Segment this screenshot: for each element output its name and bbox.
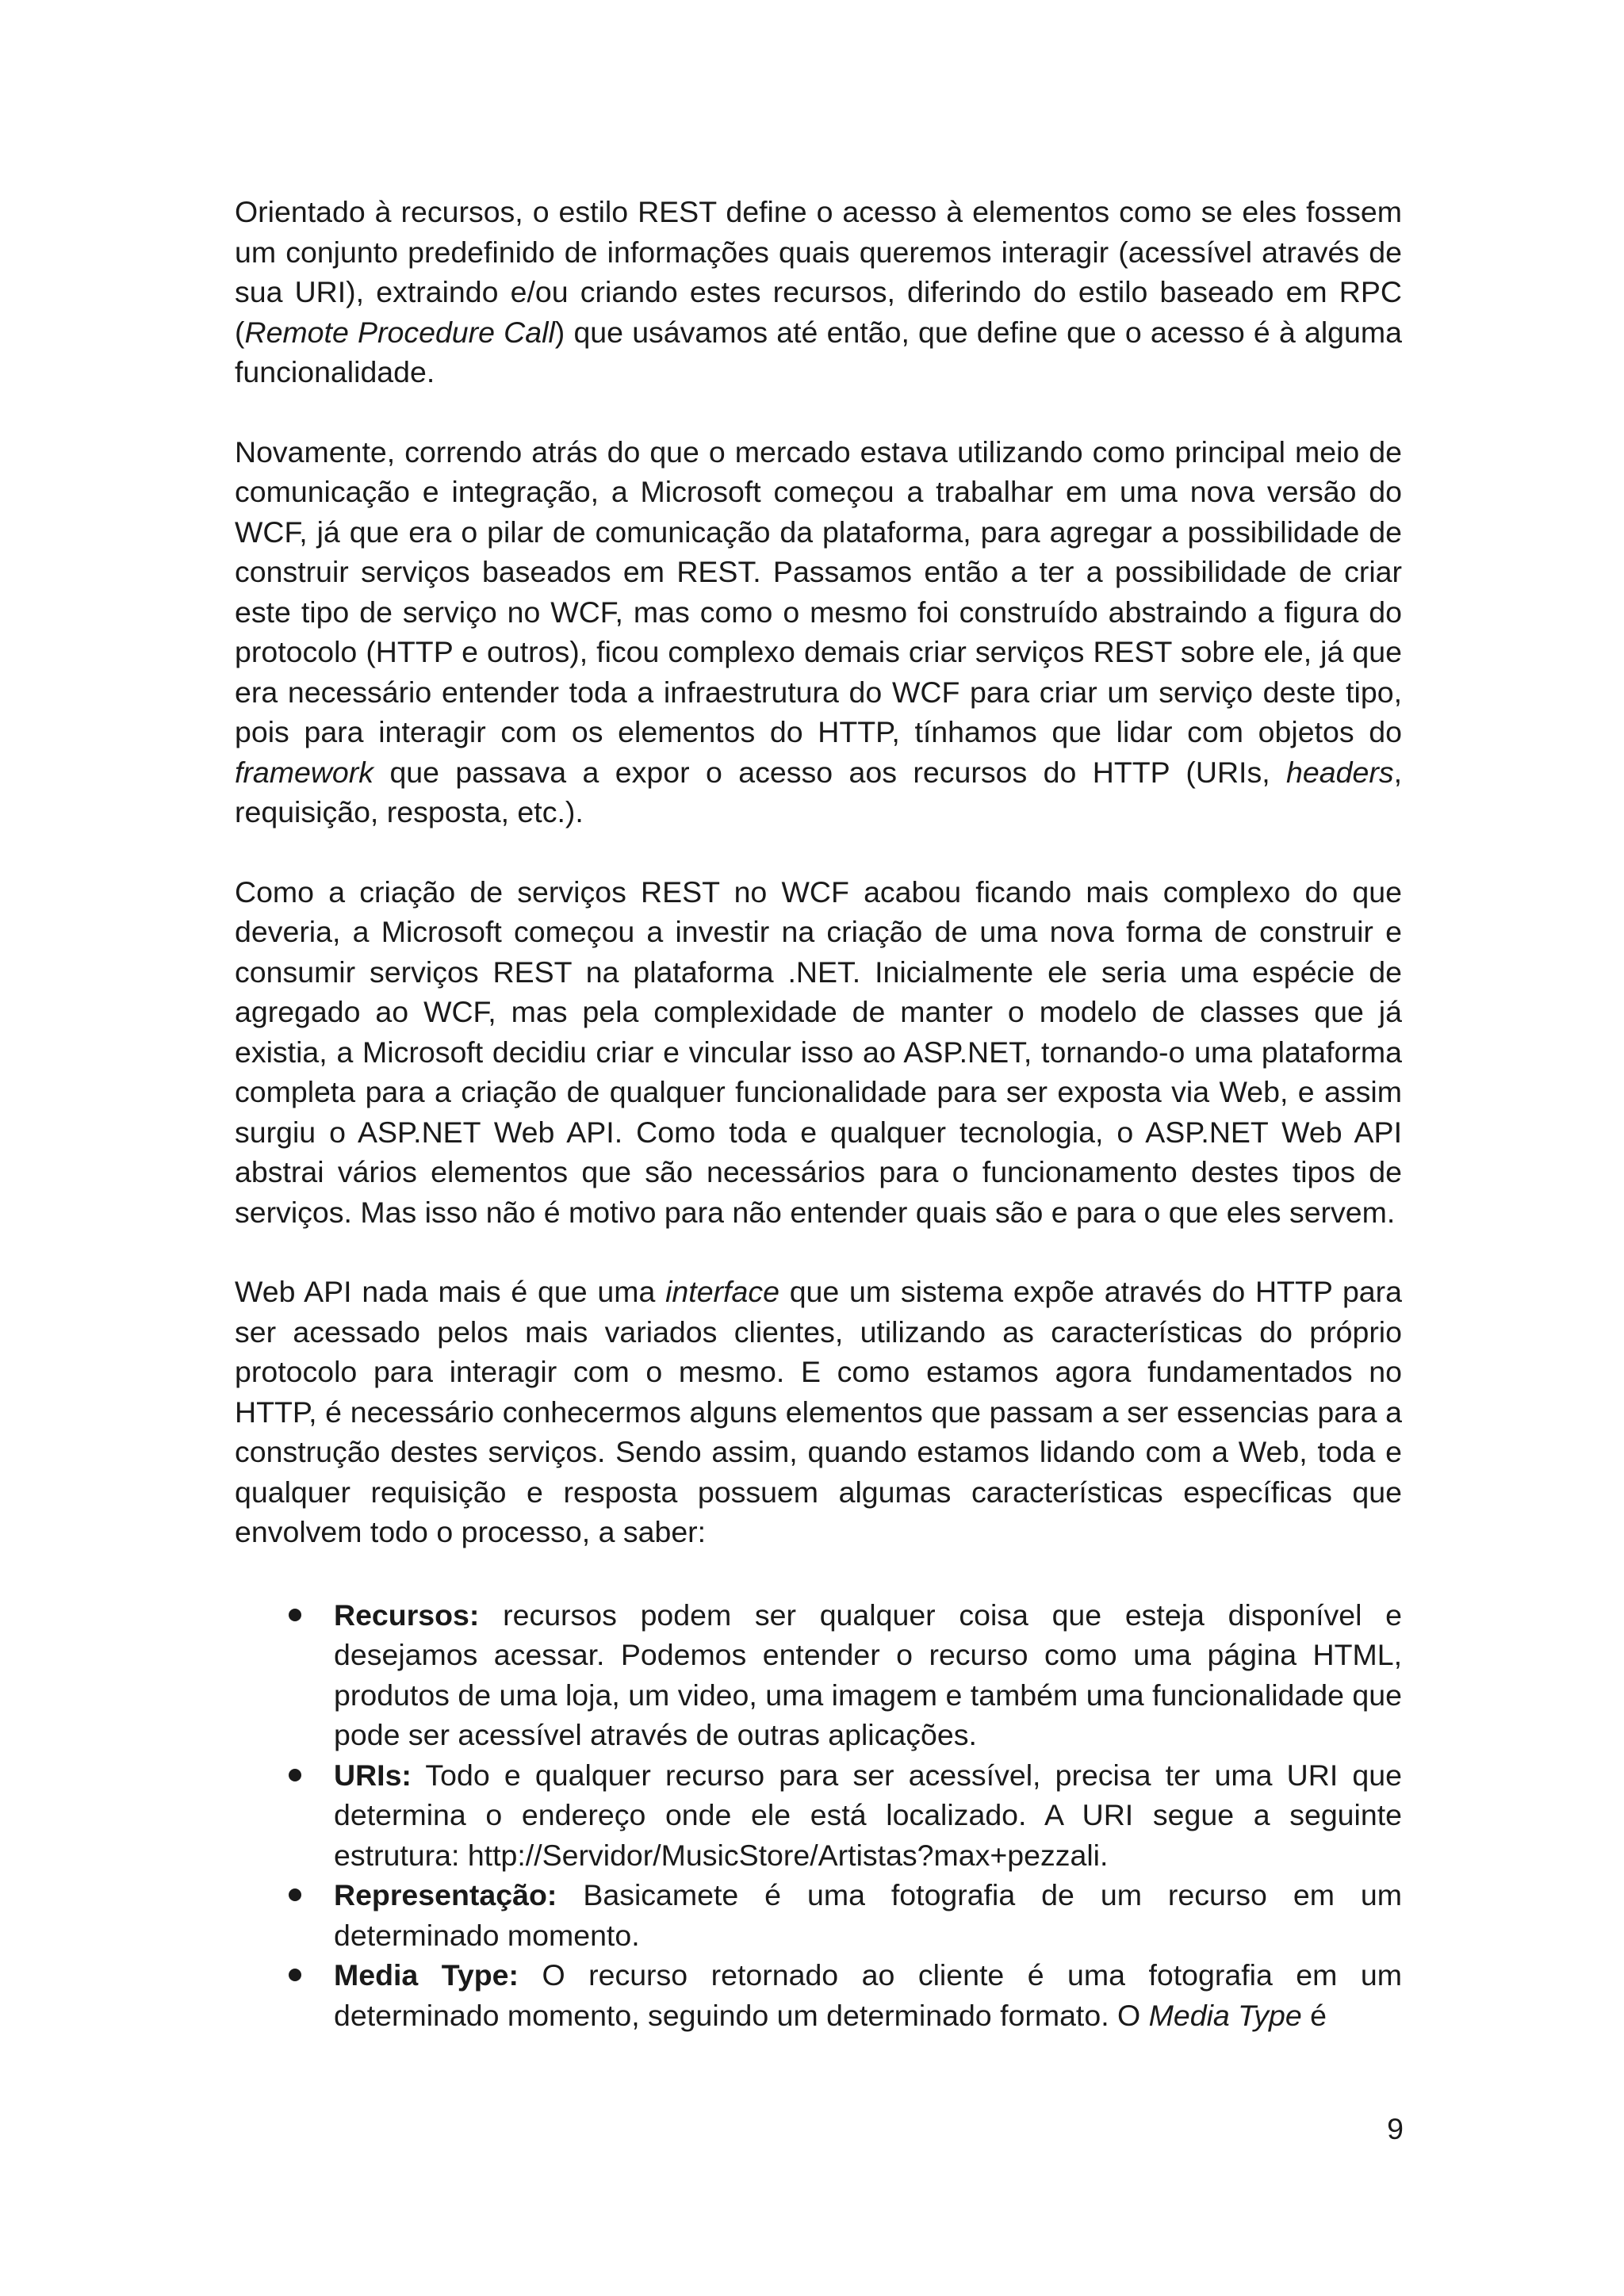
italic-term: headers — [1286, 755, 1394, 789]
italic-term: Remote Procedure Call — [244, 315, 555, 349]
list-item-term: URIs: — [334, 1758, 412, 1792]
text-run: recursos podem ser qualquer coisa que esteja disponível e desejamos acessar. Podemos entender o recurso como uma página HTML, produtos de uma loja, um video, uma imagem e também uma funcionalidade que pode ser acessível através de outras aplicações. — [334, 1598, 1402, 1751]
http-elements-list — [235, 1595, 1402, 2036]
text-run: Basicamete é uma fotografia de um recurso em um determinado momento. — [334, 1878, 1402, 1952]
text-run: que um sistema expõe através do HTTP para ser acessado pelos mais variados clientes, utilizando as características do próprio protocolo para interagir com o mesmo. E como estamos agora fundamentados no HTTP, é necessário conhecermos alguns elementos que passam a ser essencias para a construção destes serviços. Sendo assim, quando estamos lidando com a Web, toda e qualquer requisição e resposta possuem algumas características específicas que envolvem todo o processo, a saber: — [235, 1275, 1403, 1548]
text-run: Orientado à recursos, o estilo REST define o acesso à elementos como se eles fossem um conjunto predefinido de informações quais queremos interagir (acessível através de sua URI), extraindo e/ou criando estes recursos, diferindo do estilo baseado em RPC ( — [235, 195, 1402, 349]
bullet-icon — [289, 1888, 301, 1901]
italic-term: interface — [665, 1275, 779, 1308]
text-run: O recurso retornado ao cliente é uma fotografia em um determinado momento, seguindo um determinado formato. O — [334, 1958, 1402, 2032]
list-item-term: Recursos: — [334, 1598, 480, 1632]
list-item-term: Representação: — [334, 1878, 557, 1911]
text-run: ) que usávamos até então, que define que o acesso é à alguma funcionalidade. — [235, 315, 1402, 388]
list-item-media-type — [235, 1955, 1402, 2035]
paragraph-aspnet-web-api — [235, 872, 1402, 1233]
list-item-recursos — [235, 1595, 1402, 1755]
bullet-icon — [289, 1969, 301, 1981]
italic-term: Media Type — [1148, 1998, 1302, 2032]
page-number: 9 — [1387, 2112, 1404, 2145]
bullet-icon — [289, 1769, 301, 1781]
paragraph-rest-resources — [235, 192, 1402, 392]
bullet-icon — [289, 1609, 301, 1621]
text-run: Como a criação de serviços REST no WCF acabou ficando mais complexo do que deveria, a Microsoft começou a investir na criação de uma nova forma de construir e consumir serviços REST na plataforma .NET. Inicialmente ele seria uma espécie de agregado ao WCF, mas pela complexidade de manter o modelo de classes que já existia, a Microsoft decidiu criar e vincular isso ao ASP.NET, tornando-o uma plataforma completa para a criação de qualquer funcionalidade para ser exposta via Web, e assim surgiu o ASP.NET Web API. Como toda e qualquer tecnologia, o ASP.NET Web API abstrai vários elementos que são necessários para o funcionamento destes tipos de serviços. Mas isso não é motivo para não entender quais são e para o que eles servem. — [235, 874, 1402, 1229]
text-run: Web API nada mais é que uma — [235, 1275, 666, 1308]
page-body — [235, 192, 1402, 2032]
italic-term: framework — [235, 755, 374, 789]
text-run: , requisição, resposta, etc.). — [235, 755, 1402, 828]
paragraph-web-api-definition — [235, 1272, 1402, 1552]
paragraph-wcf-rest — [235, 432, 1402, 832]
list-item-term: Media Type: — [334, 1958, 519, 1992]
list-item-uris — [235, 1755, 1402, 1876]
list-item-representacao — [235, 1875, 1402, 1955]
text-run: Novamente, correndo atrás do que o mercado estava utilizando como principal meio de comunicação e integração, a Microsoft começou a trabalhar em uma nova versão do WCF, já que era o pilar de comunicação da plataforma, para agregar a possibilidade de construir serviços baseados em REST. Passamos então a ter a possibilidade de criar este tipo de serviço no WCF, mas como o mesmo foi construído abstraindo a figura do protocolo (HTTP e outros), ficou complexo demais criar serviços REST sobre ele, já que era necessário entender toda a infraestrutura do WCF para criar um serviço deste tipo, pois para interagir com os elementos do HTTP, tínhamos que lidar com objetos do — [235, 434, 1402, 748]
text-run: Todo e qualquer recurso para ser acessível, precisa ter uma URI que determina o endereço onde ele está localizado. A URI segue a seguinte estrutura: http://Servidor/MusicStore/Artistas?max+pezzali. — [334, 1758, 1402, 1872]
text-run: é — [1301, 1998, 1327, 2032]
text-run: que passava a expor o acesso aos recursos do HTTP (URIs, — [373, 755, 1287, 789]
